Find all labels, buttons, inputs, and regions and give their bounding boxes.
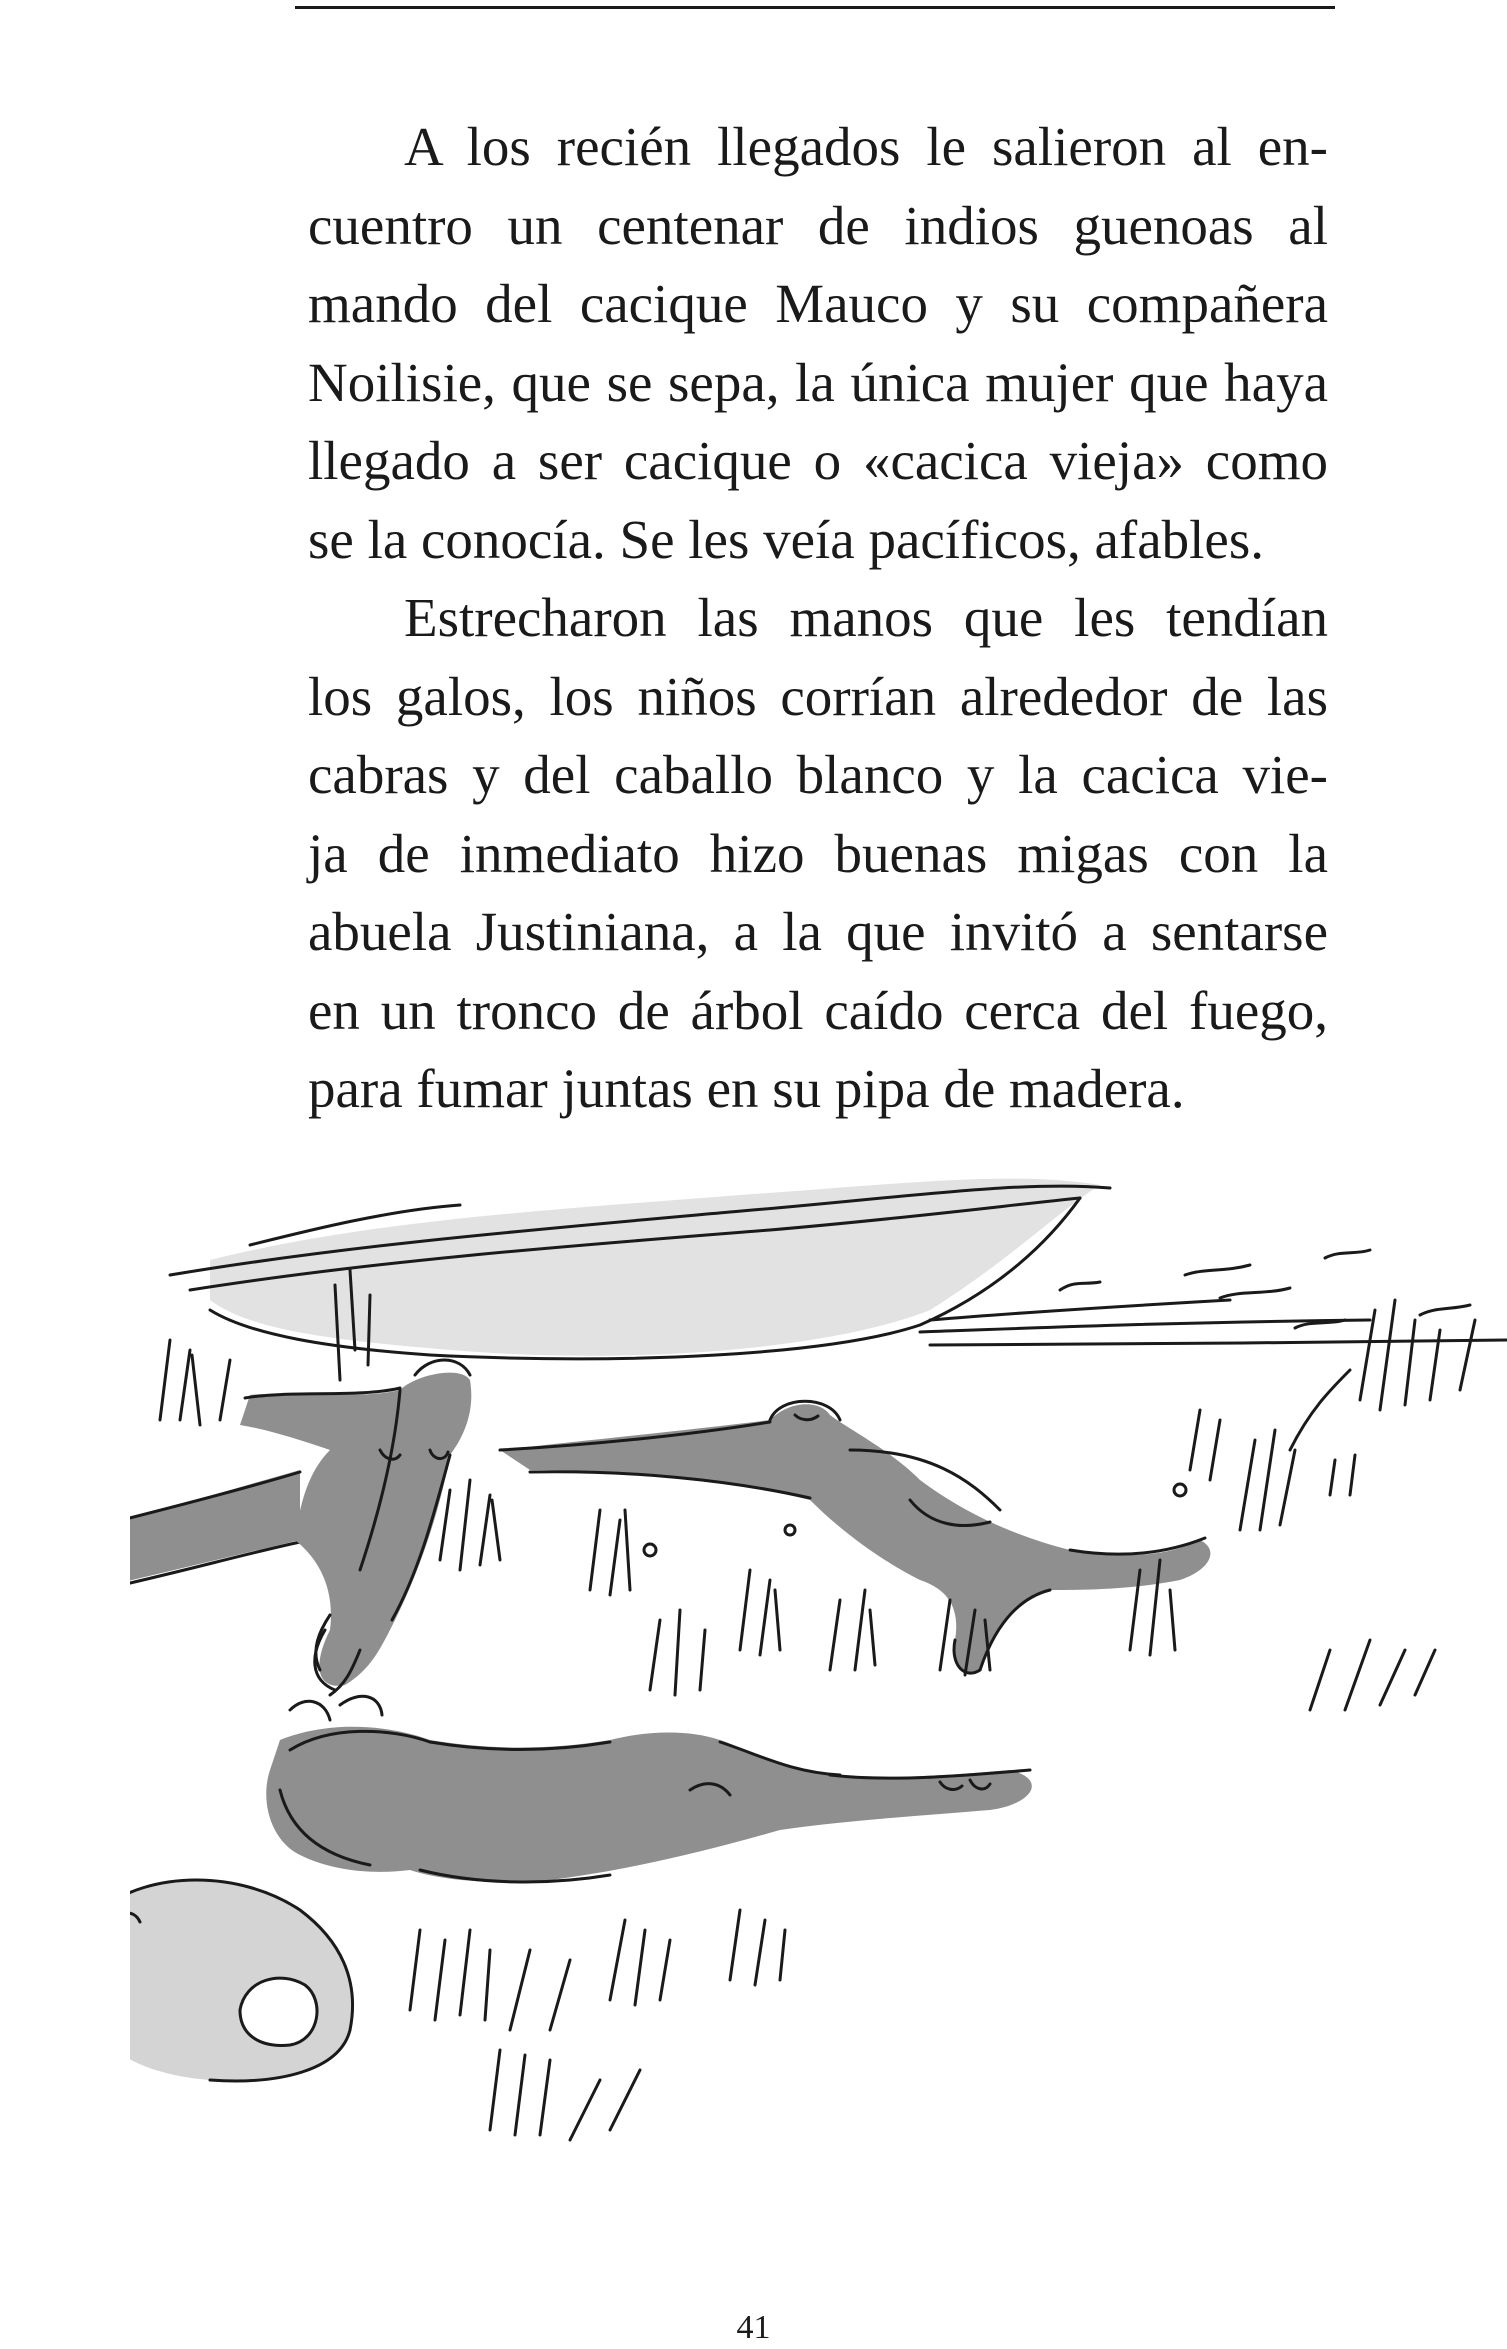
illustration: [130, 1150, 1507, 2170]
text-line: para fumar juntas en su pipa de madera.: [308, 1058, 1185, 1119]
text-line: abuela Justiniana, a la que invitó a sentarse: [308, 901, 1328, 962]
pebble: [1174, 1484, 1186, 1496]
text-line: llegado a ser cacique o «cacica vieja» como: [308, 430, 1328, 491]
log-drawing: [130, 1470, 300, 1592]
text-line: Noilisie, que se sepa, la única mujer que haya: [308, 351, 1328, 413]
header-rule: [295, 6, 1335, 9]
canoe-drawing: [170, 1179, 1110, 1359]
wave-strokes: [920, 1250, 1507, 1345]
text-line: mando del cacique Mauco y su compañera: [308, 273, 1328, 334]
text-line: cabras y del caballo blanco y la cacica vie-: [308, 744, 1328, 805]
text-line: A los recién llegados le salieron al en-: [404, 116, 1328, 177]
pebble: [785, 1525, 795, 1535]
text-line: los galos, los niños corrían alrededor de las: [308, 665, 1328, 727]
body-text: [308, 108, 1328, 1129]
text-line: se la conocía. Se les veía pacíficos, afables.: [308, 508, 1264, 570]
figure-lower: [266, 1696, 1032, 1882]
text-line: cuentro un centenar de indios guenoas al: [308, 194, 1328, 256]
paragraph-2: [308, 579, 1328, 1129]
page-number: 41: [736, 2309, 771, 2346]
paragraph-1: [308, 108, 1328, 579]
rock-drawing: [130, 1880, 353, 2081]
pebble: [644, 1544, 656, 1556]
figure-upper-right: [500, 1401, 1210, 1673]
text-line: en un tronco de árbol caído cerca del fuego,: [308, 979, 1328, 1041]
text-line: ja de inmediato hizo buenas migas con la: [308, 822, 1328, 884]
text-line: Estrecharon las manos que les tendían: [404, 587, 1328, 648]
